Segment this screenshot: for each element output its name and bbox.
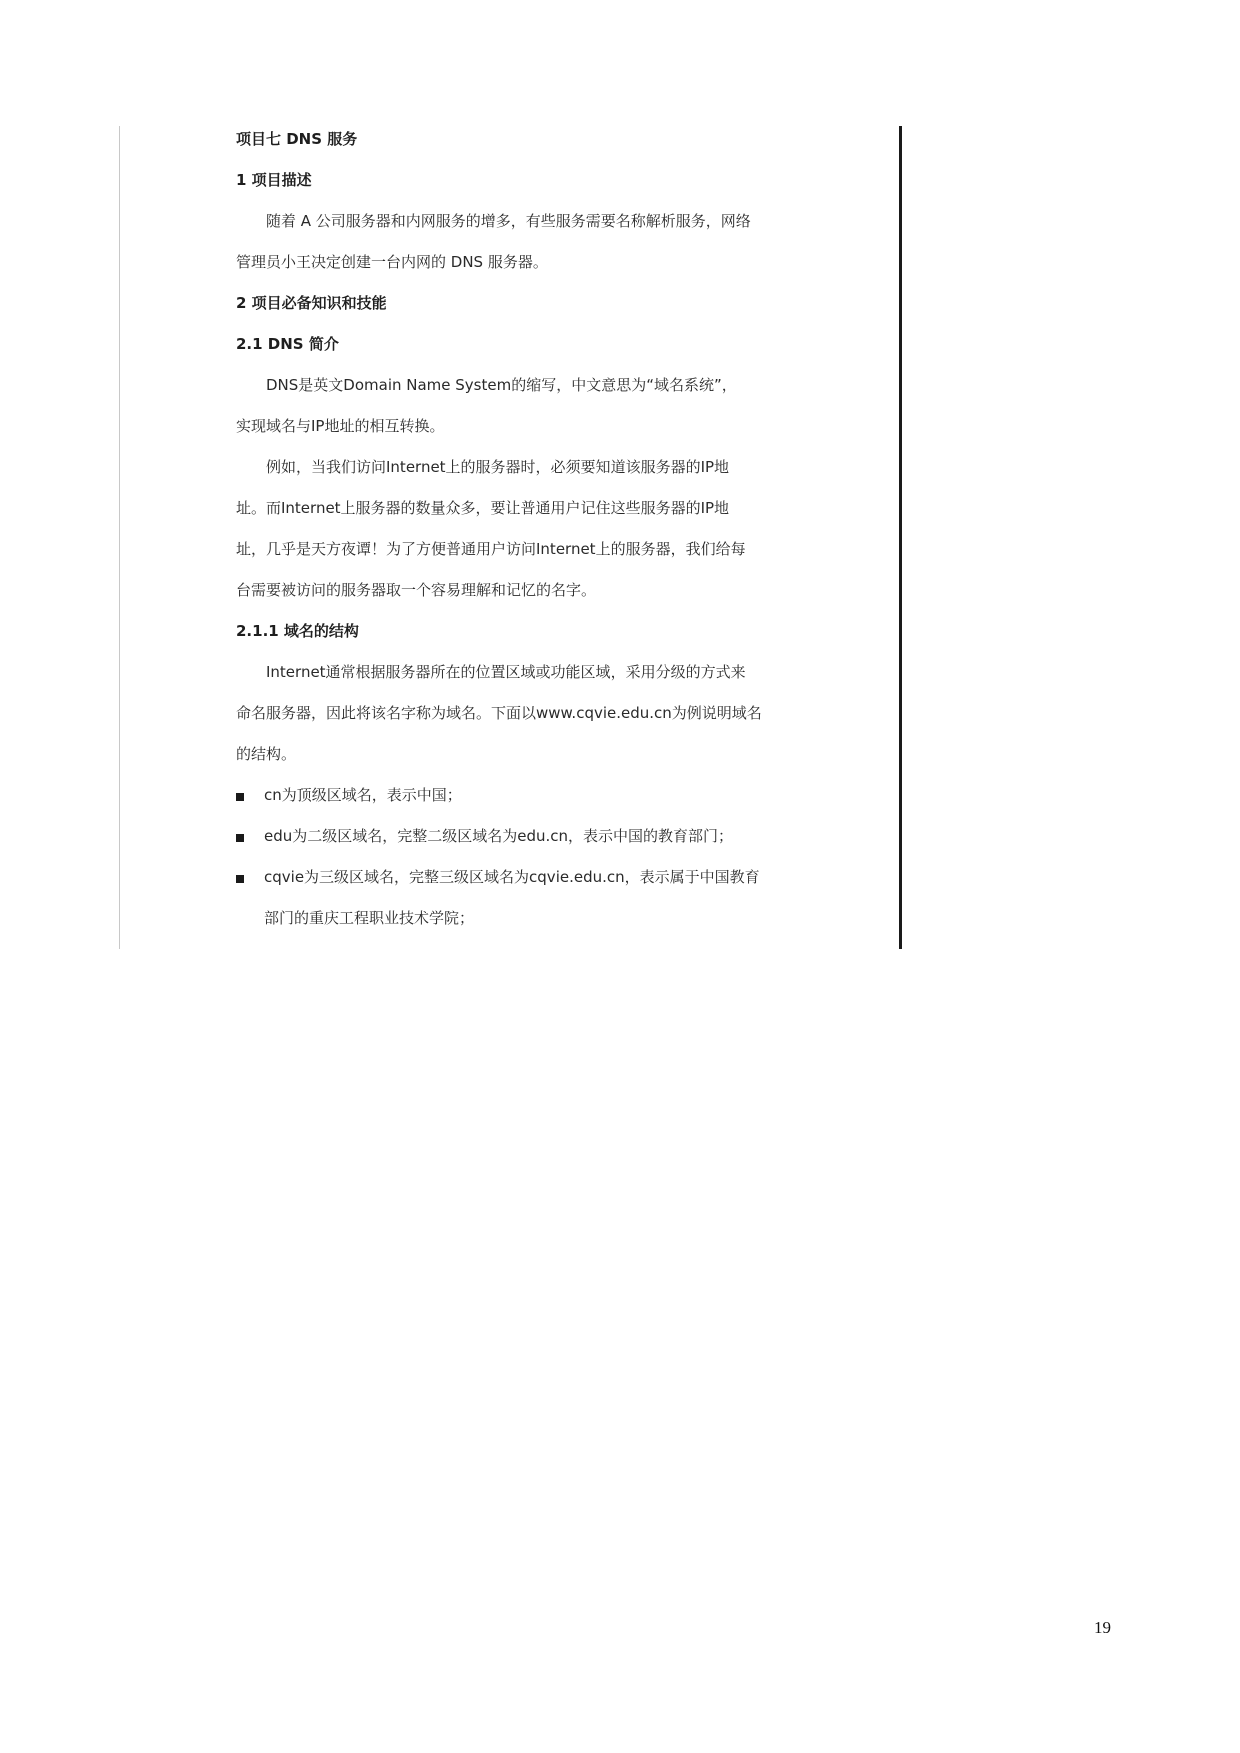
paragraph-3-line-2: 址。而Internet上服务器的数量众多，要让普通用户记住这些服务器的IP地: [236, 499, 730, 517]
paragraph-2-line-2: 实现域名与IP地址的相互转换。: [236, 417, 445, 435]
project-heading: 项目七 DNS 服务: [236, 130, 358, 148]
bullet-square-icon: [236, 793, 244, 801]
paragraph-4-line-1: Internet通常根据服务器所在的位置区域或功能区域，采用分级的方式来: [266, 663, 746, 681]
paragraph-1-line-1: 随着 A 公司服务器和内网服务的增多，有些服务需要名称解析服务，网络: [266, 212, 751, 230]
bullet-square-icon: [236, 834, 244, 842]
paragraph-4-line-2: 命名服务器，因此将该名字称为域名。下面以www.cqvie.edu.cn为例说明域名: [236, 704, 762, 722]
bullet-square-icon: [236, 875, 244, 883]
left-margin-rule: [119, 126, 120, 949]
paragraph-4-line-3: 的结构。: [236, 745, 297, 763]
section-heading-2: 2 项目必备知识和技能: [236, 294, 387, 312]
paragraph-1-line-2: 管理员小王决定创建一台内网的 DNS 服务器。: [236, 253, 548, 271]
section-heading-2-1-1: 2.1.1 域名的结构: [236, 622, 359, 640]
bullet-item-3-continuation: 部门的重庆工程职业技术学院；: [264, 909, 475, 927]
paragraph-3-line-3: 址，几乎是天方夜谭！为了方便普通用户访问Internet上的服务器，我们给每: [236, 540, 746, 558]
right-margin-rule: [899, 126, 902, 949]
section-heading-2-1: 2.1 DNS 简介: [236, 335, 339, 353]
page-number: 19: [1094, 1618, 1111, 1637]
section-heading-1: 1 项目描述: [236, 171, 312, 189]
paragraph-3-line-1: 例如，当我们访问Internet上的服务器时，必须要知道该服务器的IP地: [266, 458, 730, 476]
bullet-item-1: cn为顶级区域名，表示中国；: [264, 786, 462, 804]
bullet-item-3: cqvie为三级区域名，完整三级区域名为cqvie.edu.cn，表示属于中国教育: [264, 868, 760, 886]
bullet-item-2: edu为二级区域名，完整二级区域名为edu.cn，表示中国的教育部门；: [264, 827, 734, 845]
paragraph-2-line-1: DNS是英文Domain Name System的缩写，中文意思为“域名系统”，: [266, 376, 737, 394]
paragraph-3-line-4: 台需要被访问的服务器取一个容易理解和记忆的名字。: [236, 581, 597, 599]
